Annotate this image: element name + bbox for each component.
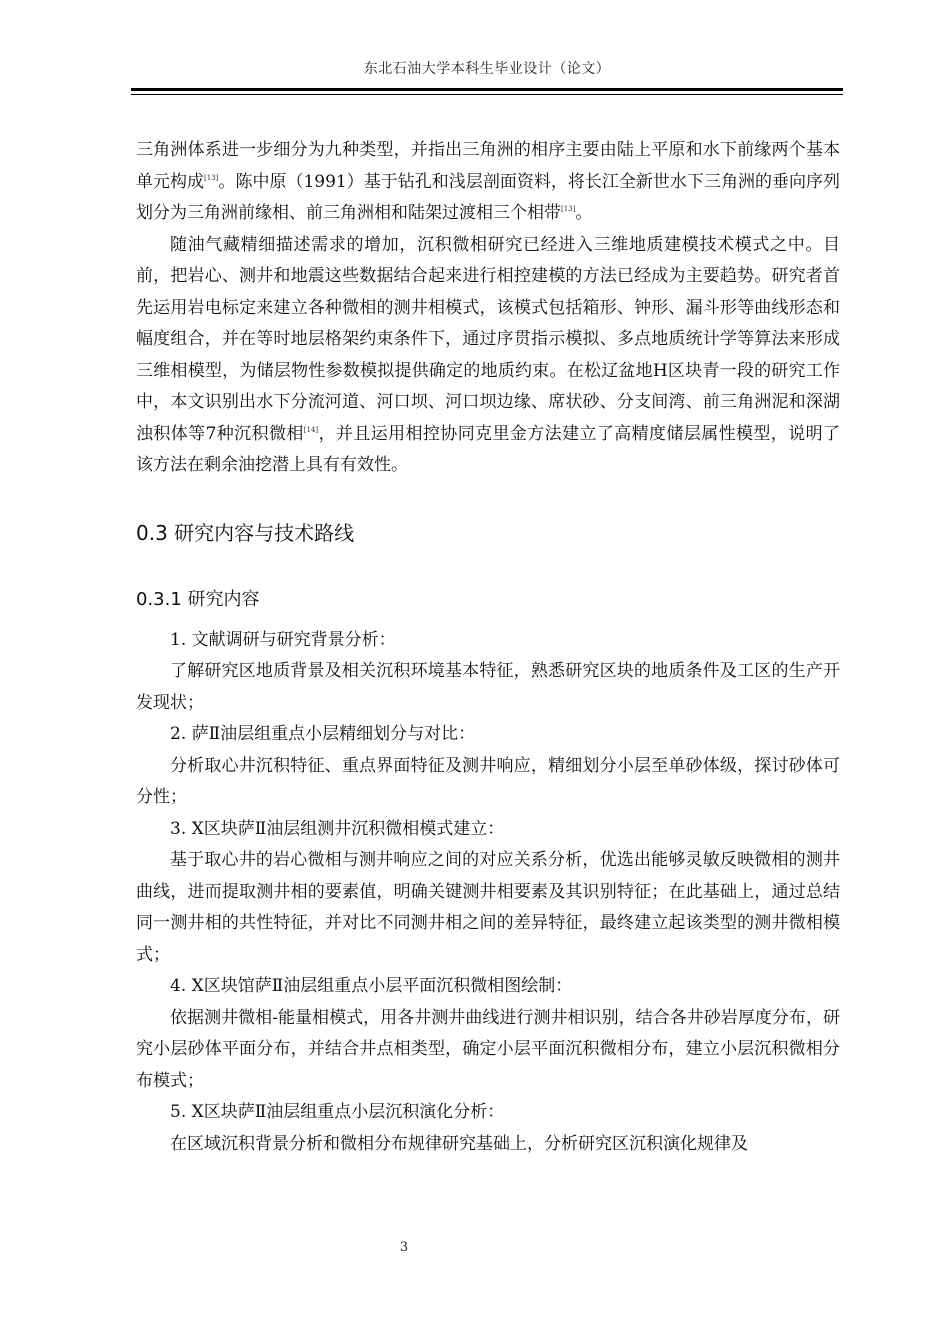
running-header: 东北石油大学本科生毕业设计（论文） — [363, 61, 611, 77]
paragraph-1-text-c: 。 — [575, 203, 593, 223]
item-text: 分析取心井沉积特征、重点界面特征及测井响应，精细划分小层至单砂体级，探讨砂体可分性； — [136, 755, 840, 807]
citation-ref: [14] — [303, 425, 319, 434]
item-text: 了解研究区地质背景及相关沉积环境基本特征，熟悉研究区块的地质条件及工区的生产开发现状； — [136, 661, 840, 713]
item-heading: 1. 文献调研与研究背景分析： — [170, 629, 396, 650]
header-rule-thick — [131, 88, 843, 91]
paragraph-1-text-a: 三角洲体系进一步细分为九种类型，并指出三角洲的相序主要由陆上平原和水下前缘两个基本单元构成 — [136, 140, 840, 192]
item-text: 基于取心井的岩心微相与测井响应之间的对应关系分析，优选出能够灵敏反映微相的测井曲线，进而提取测井相的要素值，明确关键测井相要素及其识别特征；在此基础上，通过总结同一测井相的共性特征，并对比不同测井相之间的差异特征，最终建立起该类型的测井微相模式； — [136, 850, 840, 965]
section-heading: 0.3 研究内容与技术路线 — [136, 520, 355, 545]
paragraph-1-text-b: 。陈中原（1991）基于钻孔和浅层剖面资料，将长江全新世水下三角洲的垂向序列划分为三角洲前缘相、前三角洲相和陆架过渡相三个相带 — [136, 171, 841, 223]
body-text — [136, 135, 840, 1160]
item-text: 在区域沉积背景分析和微相分布规律研究基础上，分析研究区沉积演化规律及 — [170, 1133, 748, 1154]
item-heading: 4. X区块馆萨Ⅱ油层组重点小层平面沉积微相图绘制： — [170, 976, 573, 996]
paragraph-2-text-b: ，并且运用相控协同克里金方法建立了高精度储层属性模型，说明了该方法在剩余油挖潜上具有有效性。 — [136, 423, 840, 475]
item-text: 依据测井微相-能量相模式，用各井测井曲线进行测井相识别，结合各井砂岩厚度分布，研究小层砂体平面分布，并结合井点相类型，确定小层平面沉积微相分布，建立小层沉积微相分布模式； — [136, 1007, 840, 1091]
paragraph-1 — [136, 135, 840, 230]
citation-ref: [13] — [561, 205, 576, 213]
item-heading: 2. 萨Ⅱ油层组重点小层精细划分与对比： — [170, 724, 476, 744]
item-heading: 5. X区块萨Ⅱ油层组重点小层沉积演化分析： — [170, 1102, 505, 1122]
citation-ref: [13] — [204, 173, 219, 182]
paragraph-2-text-a: 随油气藏精细描述需求的增加，沉积微相研究已经进入三维地质建模技术模式之中。目前，把岩心、测井和地震这些数据结合起来进行相控建模的方法已经成为主要趋势。研究者首先运用岩电标定来建立各种微相的测井相模式，该模式包括箱形、钟形、漏斗形等曲线形态和幅度组合，并在等时地层格架约束条件下，通过序贯指示模拟、多点地质统计学等算法来形成三维相模型，为储层物性参数模拟提供确定的地质约束。在松辽盆地H区块青一段的研究工作中，本文识别出水下分流河道、河口坝、河口坝边缘、席状砂、分支间湾、前三角洲泥和深湖浊积体等7种沉积微相 — [136, 234, 840, 444]
header-rule-thin — [131, 94, 843, 95]
subsection-heading: 0.3.1 研究内容 — [136, 588, 260, 610]
paragraph-2 — [136, 230, 840, 482]
page-number: 3 — [399, 1240, 409, 1255]
item-heading: 3. X区块萨Ⅱ油层组测井沉积微相模式建立： — [170, 818, 505, 839]
